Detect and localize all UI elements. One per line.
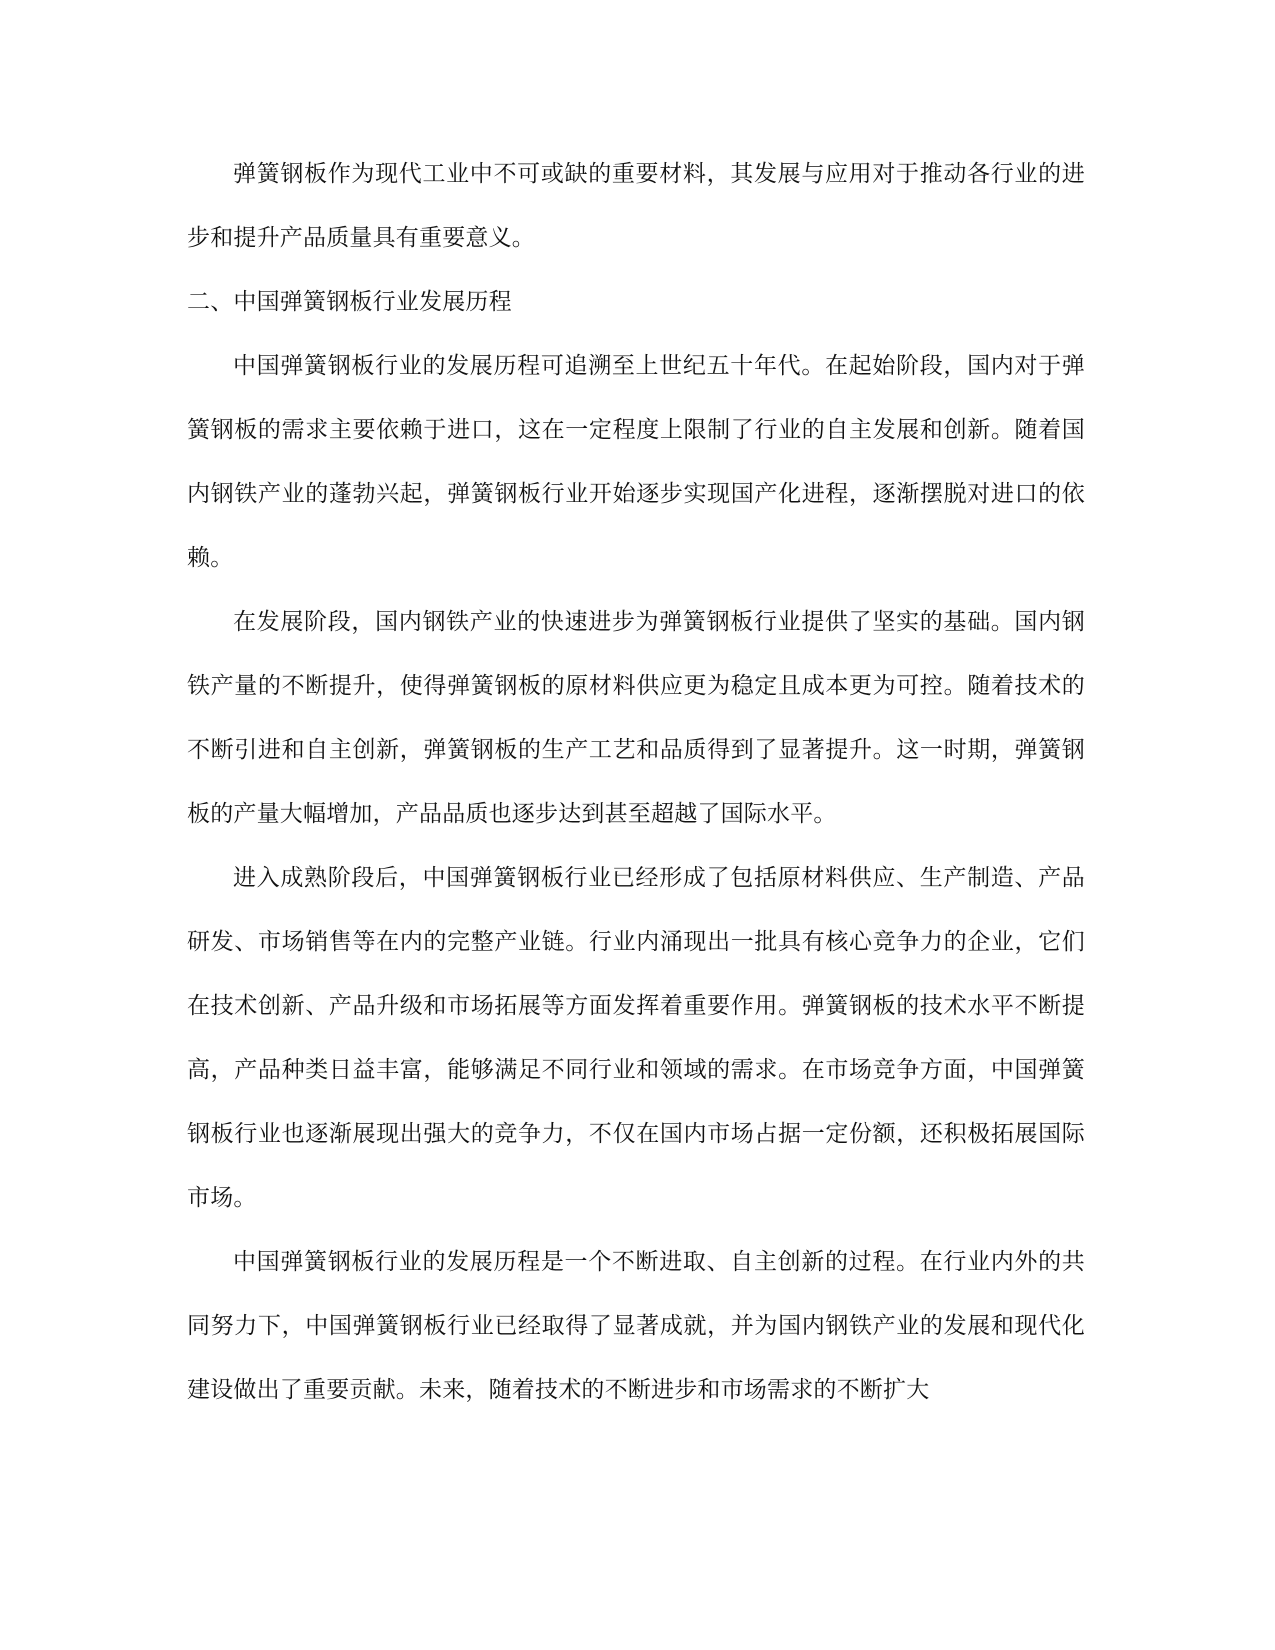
paragraph-intro-conclusion: 弹簧钢板作为现代工业中不可或缺的重要材料，其发展与应用对于推动各行业的进步和提升产品质量具有重要意义。 xyxy=(187,161,1085,251)
paragraph-summary: 中国弹簧钢板行业的发展历程是一个不断进取、自主创新的过程。在行业内外的共同努力下，中国弹簧钢板行业已经取得了显著成就，并为国内钢铁产业的发展和现代化建设做出了重要贡献。未来，随着技术的不断进步和市场需求的不断扩大 xyxy=(187,1249,1085,1403)
paragraph-mature-stage: 进入成熟阶段后，中国弹簧钢板行业已经形成了包括原材料供应、生产制造、产品研发、市场销售等在内的完整产业链。行业内涌现出一批具有核心竞争力的企业，它们在技术创新、产品升级和市场拓展等方面发挥着重要作用。弹簧钢板的技术水平不断提高，产品种类日益丰富，能够满足不同行业和领域的需求。在市场竞争方面，中国弹簧钢板行业也逐渐展现出强大的竞争力，不仅在国内市场占据一定份额，还积极拓展国际市场。 xyxy=(187,865,1085,1211)
paragraph-development-stage: 在发展阶段，国内钢铁产业的快速进步为弹簧钢板行业提供了坚实的基础。国内钢铁产量的不断提升，使得弹簧钢板的原材料供应更为稳定且成本更为可控。随着技术的不断引进和自主创新，弹簧钢板的生产工艺和品质得到了显著提升。这一时期，弹簧钢板的产量大幅增加，产品品质也逐步达到甚至超越了国际水平。 xyxy=(187,609,1085,827)
document-body xyxy=(187,142,1085,1422)
paragraph-origin: 中国弹簧钢板行业的发展历程可追溯至上世纪五十年代。在起始阶段，国内对于弹簧钢板的需求主要依赖于进口，这在一定程度上限制了行业的自主发展和创新。随着国内钢铁产业的蓬勃兴起，弹簧钢板行业开始逐步实现国产化进程，逐渐摆脱对进口的依赖。 xyxy=(187,353,1085,571)
section-heading: 二、中国弹簧钢板行业发展历程 xyxy=(187,289,512,315)
